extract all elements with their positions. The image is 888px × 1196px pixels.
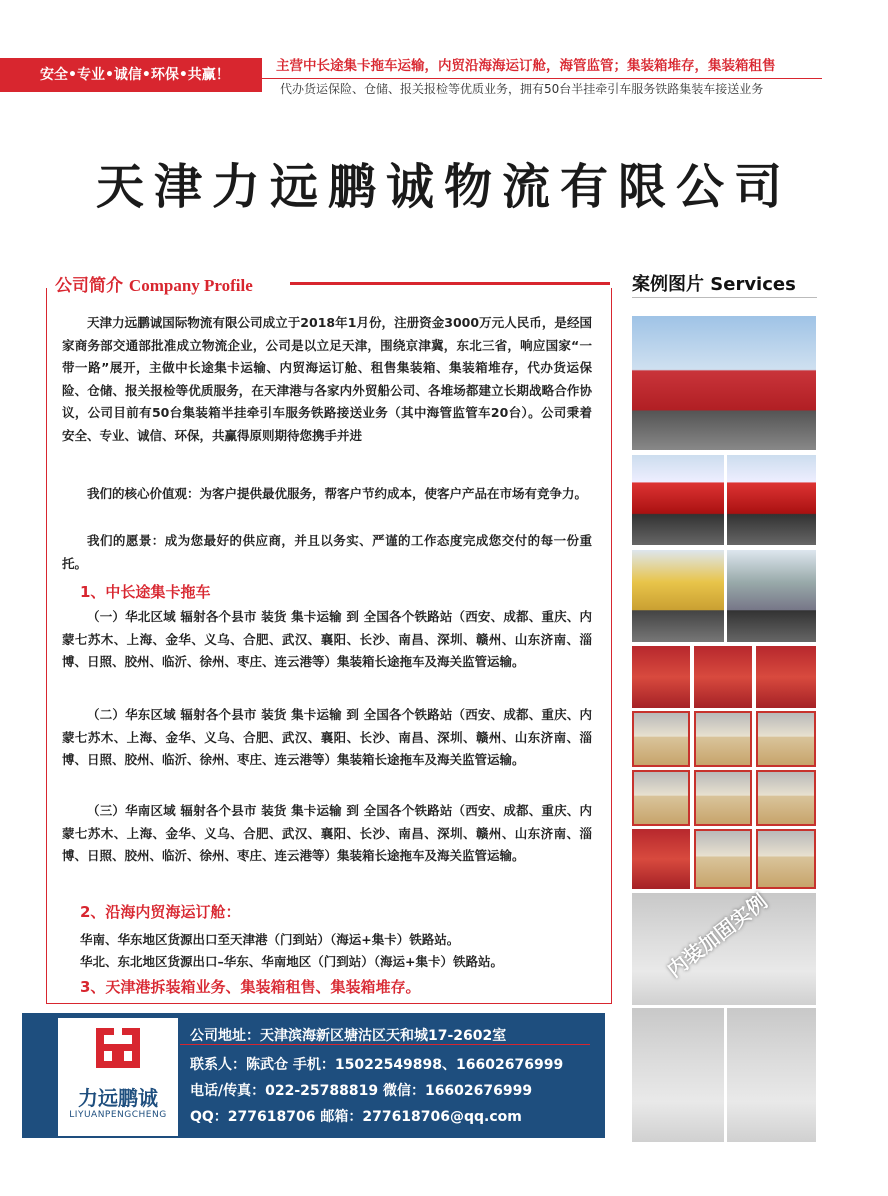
cargo-photo-1 [632,711,690,767]
qq-email-text: QQ：277618706 邮箱：277618706@qq.com [190,1109,522,1125]
main-business-text: 主营中长途集卡拖车运输，内贸沿海海运订舱，海管监管；集装箱堆存，集装箱租售 [276,58,776,74]
address-text: 公司地址：天津滨海新区塘沽区天和城17-2602室 [190,1028,507,1044]
cargo-photo-3 [756,711,816,767]
company-name: 天津力远鹏诚物流有限公司 [95,159,792,215]
container-photo-4 [632,829,690,889]
container-photo-3 [756,646,816,708]
cargo-photo-7 [694,829,752,889]
vision-paragraph: 我们的愿景：成为您最好的供应商，并且以务实、严谨的工作态度完成您交付的每一份重托。 [62,533,592,571]
region2-paragraph: （二）华东区域 辐射各个县市 装货 集卡运输 到 全国各个铁路站（西安、成都、重庆、内蒙七苏木、上海、金华、义乌、合肥、武汉、襄阳、长沙、南昌、深圳、赣州、山东济南、淄博、日照、胶州、临沂、徐州、枣庄、连云港等）集装箱长途拖车及海关监管运输。 [62,707,592,767]
region1-paragraph: （一）华北区域 辐射各个县市 装货 集卡运输 到 全国各个铁路站（西安、成都、重庆、内蒙七苏木、上海、金华、义乌、合肥、武汉、襄阳、长沙、南昌、深圳、赣州、山东济南、淄博、日照、胶州、临沂、徐州、枣庄、连云港等）集装箱长途拖车及海关监管运输。 [62,609,592,669]
truck-photo-1 [632,455,724,545]
route2-text: 华北、东北地区货源出口–华东、华南地区（门到站）（海运+集卡）铁路站。 [80,954,503,969]
truck-fleet-photo [632,316,816,450]
phone-text: 电话/传真：022-25788819 微信：16602676999 [190,1083,533,1099]
route1-text: 华南、华东地区货源出口至天津港（门到站）（海运+集卡）铁路站。 [80,932,460,947]
cases-title: 案例图片 Services [632,274,796,295]
cargo-photo-2 [694,711,752,767]
slogan-banner: 安全•专业•诚信•环保•共赢！ [0,58,262,92]
intro-paragraph: 天津力远鹏诚国际物流有限公司成立于2018年1月份，注册资金3000万元人民币，是经国家商务部交通部批准成立物流企业，公司是以立足天津，围绕京津冀，东北三省，响应国家“一带一路”展开，主做中长途集卡运输、内贸海运订舱、租售集装箱、集装箱堆存，代办货运保险、仓储、报关报检等优质服务，在天津港与各家内外贸船公司、各堆场都建立长期战略合作协议，公司目前有50台集装箱半挂牵引车服务铁路接送业务（其中海管监管车20台）。公司秉着 安全、专业、诚信、环保，共赢得原则期待您携手并进 [62,315,592,443]
reinforcement-watermark: 内装加固实例 [662,889,772,983]
cargo-photo-5 [694,770,752,826]
loading-photo-3 [727,1008,816,1142]
truck-photo-4 [727,550,816,642]
logo-text: 力远鹏诚 [78,1086,158,1110]
header-divider [262,78,822,79]
container-photo-1 [632,646,690,708]
truck-photo-3 [632,550,724,642]
values-paragraph: 我们的核心价值观：为客户提供最优服务，帮客户节约成本，使客户产品在市场有竞争力。 [87,486,588,501]
cases-title-rule [632,297,817,298]
region3-paragraph: （三）华南区域 辐射各个县市 装货 集卡运输 到 全国各个铁路站（西安、成都、重庆、内蒙七苏木、上海、金华、义乌、合肥、武汉、襄阳、长沙、南昌、深圳、赣州、山东济南、淄博、日照、胶州、临沂、徐州、枣庄、连云港等）集装箱长途拖车及海关监管运输。 [62,803,592,863]
cargo-photo-6 [756,770,816,826]
loading-photo-2 [632,1008,724,1142]
cargo-photo-4 [632,770,690,826]
container-photo-2 [694,646,752,708]
sub-business-text: 代办货运保险、仓储、报关报检等优质业务，拥有50台半挂牵引车服务铁路集装车接送业务 [280,82,764,96]
profile-title-en: Company Profile [128,276,253,295]
company-logo-icon [58,1018,178,1084]
section2-title: 2、沿海内贸海运订舱： [80,903,241,921]
address-divider [180,1044,590,1045]
truck-photo-2 [727,455,816,545]
section1-title: 1、中长途集卡拖车 [80,583,211,601]
section3-title: 3、天津港拆装箱业务、集装箱租售、集装箱堆存。 [80,978,421,996]
contact-person-text: 联系人：陈武仓 手机：15022549898、16602676999 [190,1057,564,1073]
profile-title-rule [290,282,610,285]
profile-title-cn: 公司简介 [55,276,123,296]
logo-english: LIYUANPENGCHENG [69,1110,167,1120]
